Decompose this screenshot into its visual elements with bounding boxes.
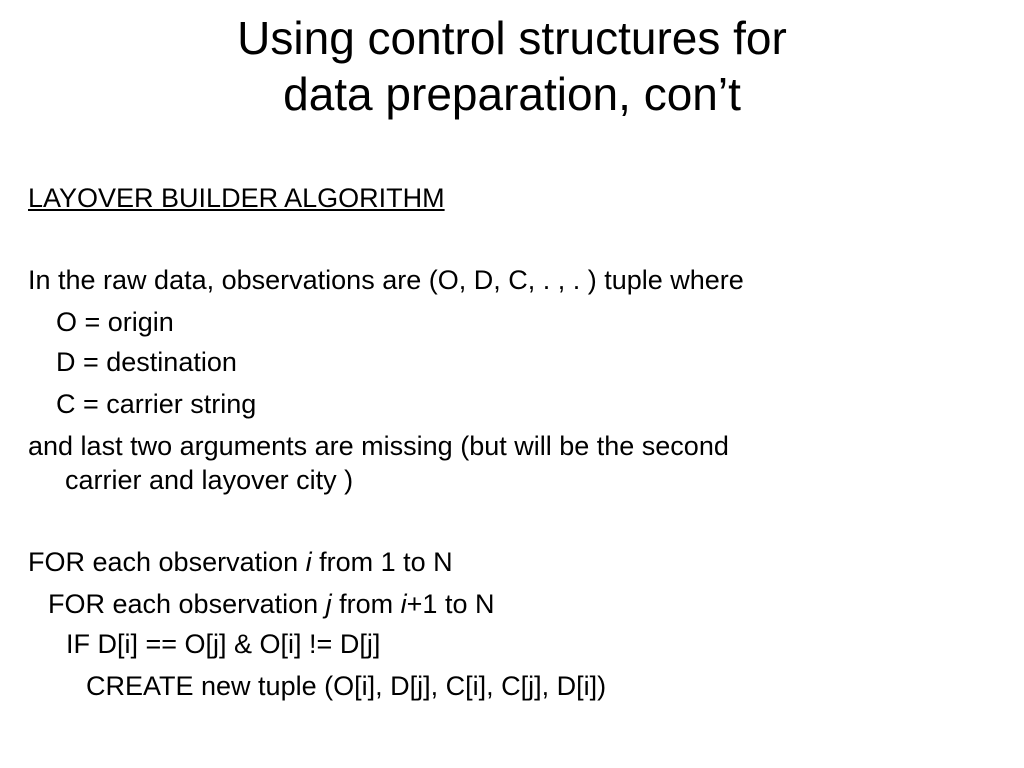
for-inner-var2: i xyxy=(400,589,407,619)
for-inner-prefix: FOR each observation xyxy=(48,589,326,619)
definition-destination: D = destination xyxy=(56,347,237,377)
for-outer-loop xyxy=(28,546,453,578)
slide-title xyxy=(0,10,1024,122)
title-line-2: data preparation, con’t xyxy=(283,68,741,120)
for-outer-suffix: from 1 to N xyxy=(311,547,453,577)
definition-origin: O = origin xyxy=(56,307,174,337)
algorithm-heading: LAYOVER BUILDER ALGORITHM xyxy=(28,183,445,213)
for-inner-loop xyxy=(48,588,494,620)
title-line-1: Using control structures for xyxy=(237,12,787,64)
for-outer-var: i xyxy=(305,547,312,577)
for-inner-var: j xyxy=(325,589,332,619)
missing-args-line-1: and last two arguments are missing (but will be the second xyxy=(28,431,729,461)
for-outer-prefix: FOR each observation xyxy=(28,547,306,577)
if-condition-line: IF D[i] == O[j] & O[i] != D[j] xyxy=(66,629,381,659)
create-tuple-line: CREATE new tuple (O[i], D[j], C[i], C[j], D[i]) xyxy=(86,671,607,701)
intro-line: In the raw data, observations are (O, D, C, . , . ) tuple where xyxy=(28,265,744,295)
for-inner-middle: from xyxy=(331,589,401,619)
for-inner-suffix: +1 to N xyxy=(406,589,495,619)
definition-carrier: C = carrier string xyxy=(56,389,257,419)
missing-args-line-2: carrier and layover city ) xyxy=(65,465,354,495)
